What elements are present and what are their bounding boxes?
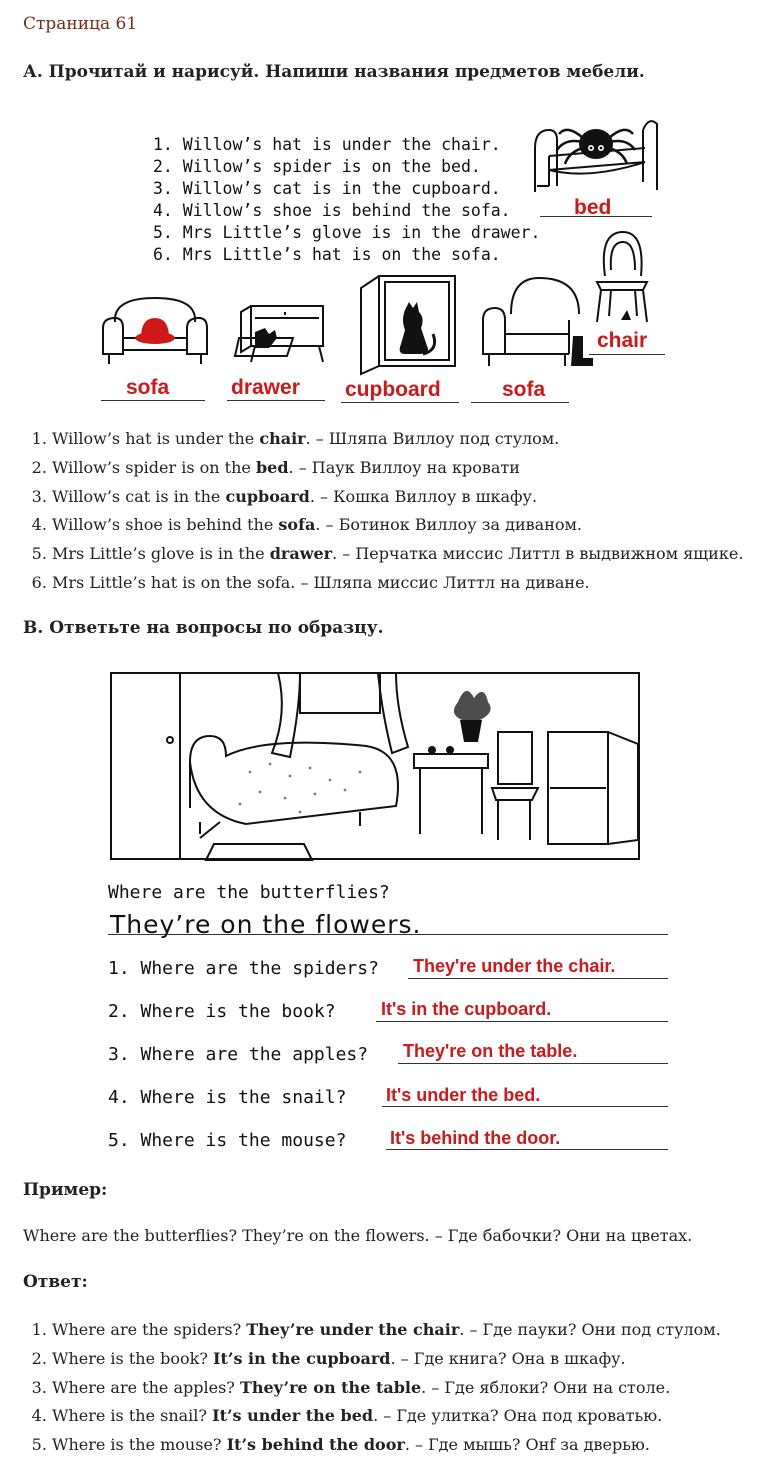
- cupboard-drawing: [355, 270, 461, 374]
- answer-line: [398, 1063, 668, 1064]
- translations-a: [32, 425, 743, 598]
- exercise-a-image: [93, 106, 675, 406]
- question-1: 1. Where are the spiders?: [108, 958, 379, 979]
- label-bed: bed: [574, 196, 612, 219]
- section-b-heading: B. Ответьте на вопросы по образцу.: [23, 618, 384, 638]
- sentence: 2. Willow’s spider is on the bed.: [153, 157, 481, 176]
- list-item: 2. Where is the book? It’s in the cupboard. – Где книга? Она в шкафу.: [52, 1345, 721, 1374]
- answer-line: [382, 1106, 668, 1107]
- answer-line: [471, 402, 569, 403]
- answer-1: They're under the chair.: [413, 956, 616, 976]
- page-number: Страница 61: [23, 14, 138, 34]
- list-item: 2. Willow’s spider is on the bed. – Паук Виллоу на кровати: [52, 454, 743, 483]
- list-item: 3. Willow’s cat is in the cupboard. – Кошка Виллоу в шкафу.: [52, 483, 743, 512]
- chair-drawing: [591, 230, 655, 326]
- example-question: Where are the butterflies?: [108, 882, 390, 903]
- question-3: 3. Where are the apples?: [108, 1044, 369, 1065]
- bed-drawing: [525, 110, 665, 196]
- list-item: 4. Where is the snail? It’s under the bed. – Где улитка? Она под кроватью.: [52, 1402, 721, 1431]
- answer-line: [408, 978, 668, 979]
- label-sofa-2: sofa: [502, 378, 546, 401]
- sentence: 5. Mrs Little’s glove is in the drawer.: [153, 223, 541, 242]
- sentence: 1. Willow’s hat is under the chair.: [153, 135, 501, 154]
- answer-heading: Ответ:: [23, 1272, 88, 1292]
- answer-line: [227, 400, 325, 401]
- example-text: Where are the butterflies? They’re on the flowers. – Где бабочки? Они на цветах.: [23, 1226, 693, 1245]
- list-item: 1. Willow’s hat is under the chair. – Шляпа Виллоу под стулом.: [52, 425, 743, 454]
- question-4: 4. Where is the snail?: [108, 1087, 347, 1108]
- label-drawer: drawer: [231, 376, 300, 399]
- answer-5: It's behind the door.: [390, 1128, 561, 1148]
- list-item: 5. Where is the mouse? It’s behind the door. – Где мышь? Онf за дверью.: [52, 1431, 721, 1460]
- answer-3: They're on the table.: [403, 1041, 578, 1061]
- example-heading: Пример:: [23, 1180, 108, 1200]
- answer-line: [589, 354, 665, 355]
- label-chair: chair: [597, 329, 648, 352]
- question-2: 2. Where is the book?: [108, 1001, 336, 1022]
- list-item: 5. Mrs Little’s glove is in the drawer. – Перчатка миссис Литтл в выдвижном ящике.: [52, 540, 743, 569]
- answers-b: [32, 1316, 721, 1460]
- drawer-drawing: [235, 302, 331, 368]
- exercise-a-sentences: [153, 134, 540, 266]
- question-5: 5. Where is the mouse?: [108, 1130, 347, 1151]
- label-cupboard: cupboard: [345, 378, 441, 401]
- answer-line: [101, 400, 205, 401]
- example-answer: They’re on the flowers.: [110, 910, 422, 939]
- list-item: 3. Where are the apples? They’re on the table. – Где яблоки? Они на столе.: [52, 1374, 721, 1403]
- sentence: 6. Mrs Little’s hat is on the sofa.: [153, 245, 501, 264]
- section-a-heading: А. Прочитай и нарисуй. Напиши названия предметов мебели.: [23, 62, 645, 82]
- answer-line: [386, 1149, 668, 1150]
- list-item: 6. Mrs Little’s hat is on the sofa. – Шляпа миссис Литтл на диване.: [52, 569, 743, 598]
- sentence: 3. Willow’s cat is in the cupboard.: [153, 179, 501, 198]
- answer-line: [341, 402, 459, 403]
- answer-2: It's in the cupboard.: [381, 999, 552, 1019]
- sofa-hat-drawing: [99, 294, 211, 370]
- answer-4: It's under the bed.: [386, 1085, 541, 1105]
- list-item: 4. Willow’s shoe is behind the sofa. – Ботинок Виллоу за диваном.: [52, 511, 743, 540]
- answer-line: [540, 216, 652, 217]
- sofa-shoe-drawing: [477, 274, 597, 372]
- room-illustration: [110, 672, 640, 860]
- answer-line: [376, 1021, 668, 1022]
- label-sofa-1: sofa: [126, 376, 170, 399]
- list-item: 1. Where are the spiders? They’re under the chair. – Где пауки? Они под стулом.: [52, 1316, 721, 1345]
- answer-line: [108, 934, 668, 935]
- sentence: 4. Willow’s shoe is behind the sofa.: [153, 201, 511, 220]
